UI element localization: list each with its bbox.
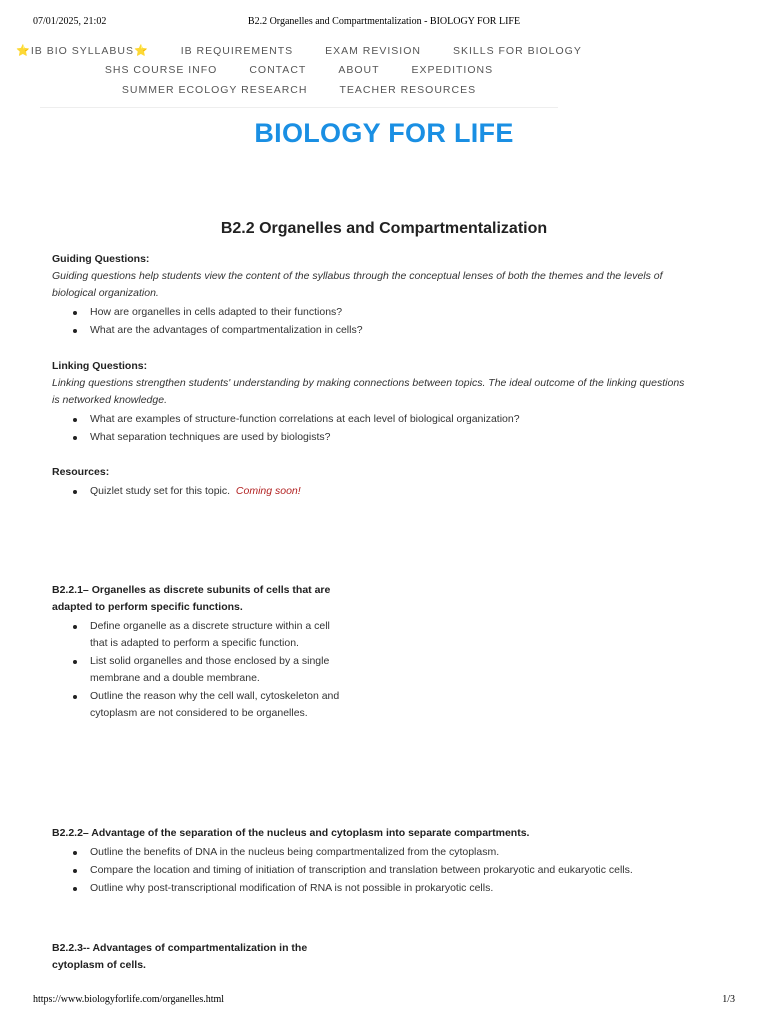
list-item (52, 880, 692, 897)
print-page-title: B2.2 Organelles and Compartmentalization - BIOLOGY FOR LIFE (247, 16, 521, 27)
nav-item-label: IB BIO SYLLABUS (30, 44, 134, 57)
print-url: https://www.biologyforlife.com/organelles.html (33, 994, 225, 1005)
list-item (52, 862, 692, 879)
bullet-icon (73, 660, 77, 664)
bullet-icon (73, 695, 77, 699)
list-item (52, 844, 692, 861)
linking-questions-section (52, 358, 692, 447)
nav-item-exam-revision[interactable]: EXAM REVISION (325, 44, 421, 57)
b223-heading: B2.2.3-- Advantages of compartmentalization in the cytoplasm of cells. (52, 942, 308, 971)
print-header (0, 16, 768, 30)
linking-questions-label: Linking Questions: (52, 360, 148, 372)
guiding-questions-section (52, 251, 692, 340)
guiding-questions-intro: Guiding questions help students view the content of the syllabus through the conceptual lenses of both the themes and the levels of biological organization. (52, 270, 663, 299)
nav-item-teacher-resources[interactable]: TEACHER RESOURCES (339, 84, 477, 96)
guiding-questions-label: Guiding Questions: (52, 253, 150, 265)
nav-item-ib-requirements[interactable]: IB REQUIREMENTS (180, 44, 294, 57)
print-page-number: 1/3 (722, 994, 735, 1005)
bullet-icon (73, 625, 77, 629)
nav-item-about[interactable]: ABOUT (338, 64, 380, 76)
b221-list (52, 618, 342, 722)
b221-heading: B2.2.1– Organelles as discrete subunits of cells that are adapted to perform specific functions. (52, 584, 331, 613)
list-item (52, 411, 692, 428)
list-item (52, 304, 692, 321)
list-item-text: Outline the benefits of DNA in the nucleus being compartmentalized from the cytoplasm. (90, 846, 500, 858)
guiding-questions-list (52, 304, 692, 339)
list-item (52, 688, 342, 722)
list-item (52, 322, 692, 339)
bullet-icon (73, 869, 77, 873)
list-item (52, 483, 692, 500)
quizlet-link[interactable]: Quizlet study set for this topic. (90, 485, 231, 497)
bullet-icon (73, 490, 77, 494)
coming-soon-note: Coming soon! (235, 485, 301, 497)
nav-item-expeditions[interactable]: EXPEDITIONS (411, 64, 494, 76)
nav-row-3 (40, 84, 558, 96)
list-item-text: What are examples of structure-function correlations at each level of biological organization? (90, 413, 520, 425)
linking-questions-list (52, 411, 692, 446)
list-item (52, 618, 342, 652)
list-item-text: What are the advantages of compartmentalization in cells? (90, 324, 363, 336)
list-item (52, 653, 342, 687)
bullet-icon (73, 311, 77, 315)
list-item-text: Outline why post-transcriptional modification of RNA is not possible in prokaryotic cells. (90, 882, 494, 894)
linking-questions-intro: Linking questions strengthen students' understanding by making connections between topics. The ideal outcome of the linking questions is networked knowledge. (52, 377, 685, 406)
list-item (52, 429, 692, 446)
list-item-text: Compare the location and timing of initiation of transcription and translation between prokaryotic and eukaryotic cells. (90, 864, 633, 876)
nav-item-summer-ecology-research[interactable]: SUMMER ECOLOGY RESEARCH (121, 84, 308, 96)
bullet-icon (73, 851, 77, 855)
bullet-icon (73, 887, 77, 891)
site-nav (16, 42, 582, 108)
print-footer (0, 994, 768, 1008)
nav-item-ib-bio-syllabus[interactable] (16, 44, 149, 57)
b222-list (52, 844, 692, 897)
star-icon: ⭐ (16, 45, 31, 57)
site-title[interactable]: BIOLOGY FOR LIFE (254, 118, 514, 148)
print-datetime: 07/01/2025, 21:02 (33, 16, 107, 27)
b222-heading: B2.2.2– Advantage of the separation of the nucleus and cytoplasm into separate compartments. (52, 827, 530, 839)
page-title: B2.2 Organelles and Compartmentalization (220, 220, 548, 237)
resources-section (52, 464, 692, 501)
bullet-icon (73, 436, 77, 440)
b222-section (52, 825, 692, 898)
resources-label: Resources: (52, 466, 110, 478)
resources-list (52, 483, 692, 500)
nav-item-contact[interactable]: CONTACT (249, 64, 307, 76)
list-item-text: Outline the reason why the cell wall, cytoskeleton and cytoplasm are not considered to be organelles. (90, 690, 340, 719)
list-item-text: Define organelle as a discrete structure within a cell that is adapted to perform a specific function. (90, 620, 330, 649)
list-item-text: List solid organelles and those enclosed by a single membrane and a double membrane. (90, 655, 330, 684)
list-item-text: What separation techniques are used by biologists? (90, 431, 331, 443)
list-item-text: How are organelles in cells adapted to their functions? (90, 306, 343, 318)
bullet-icon (73, 329, 77, 333)
nav-item-shs-course-info[interactable]: SHS COURSE INFO (104, 64, 218, 76)
star-icon: ⭐ (133, 45, 149, 57)
b223-section (52, 940, 327, 974)
bullet-icon (73, 418, 77, 422)
nav-row-2 (40, 64, 558, 76)
nav-item-skills-for-biology[interactable]: SKILLS FOR BIOLOGY (452, 44, 582, 57)
b221-section (52, 582, 342, 723)
nav-row-1 (16, 44, 582, 57)
